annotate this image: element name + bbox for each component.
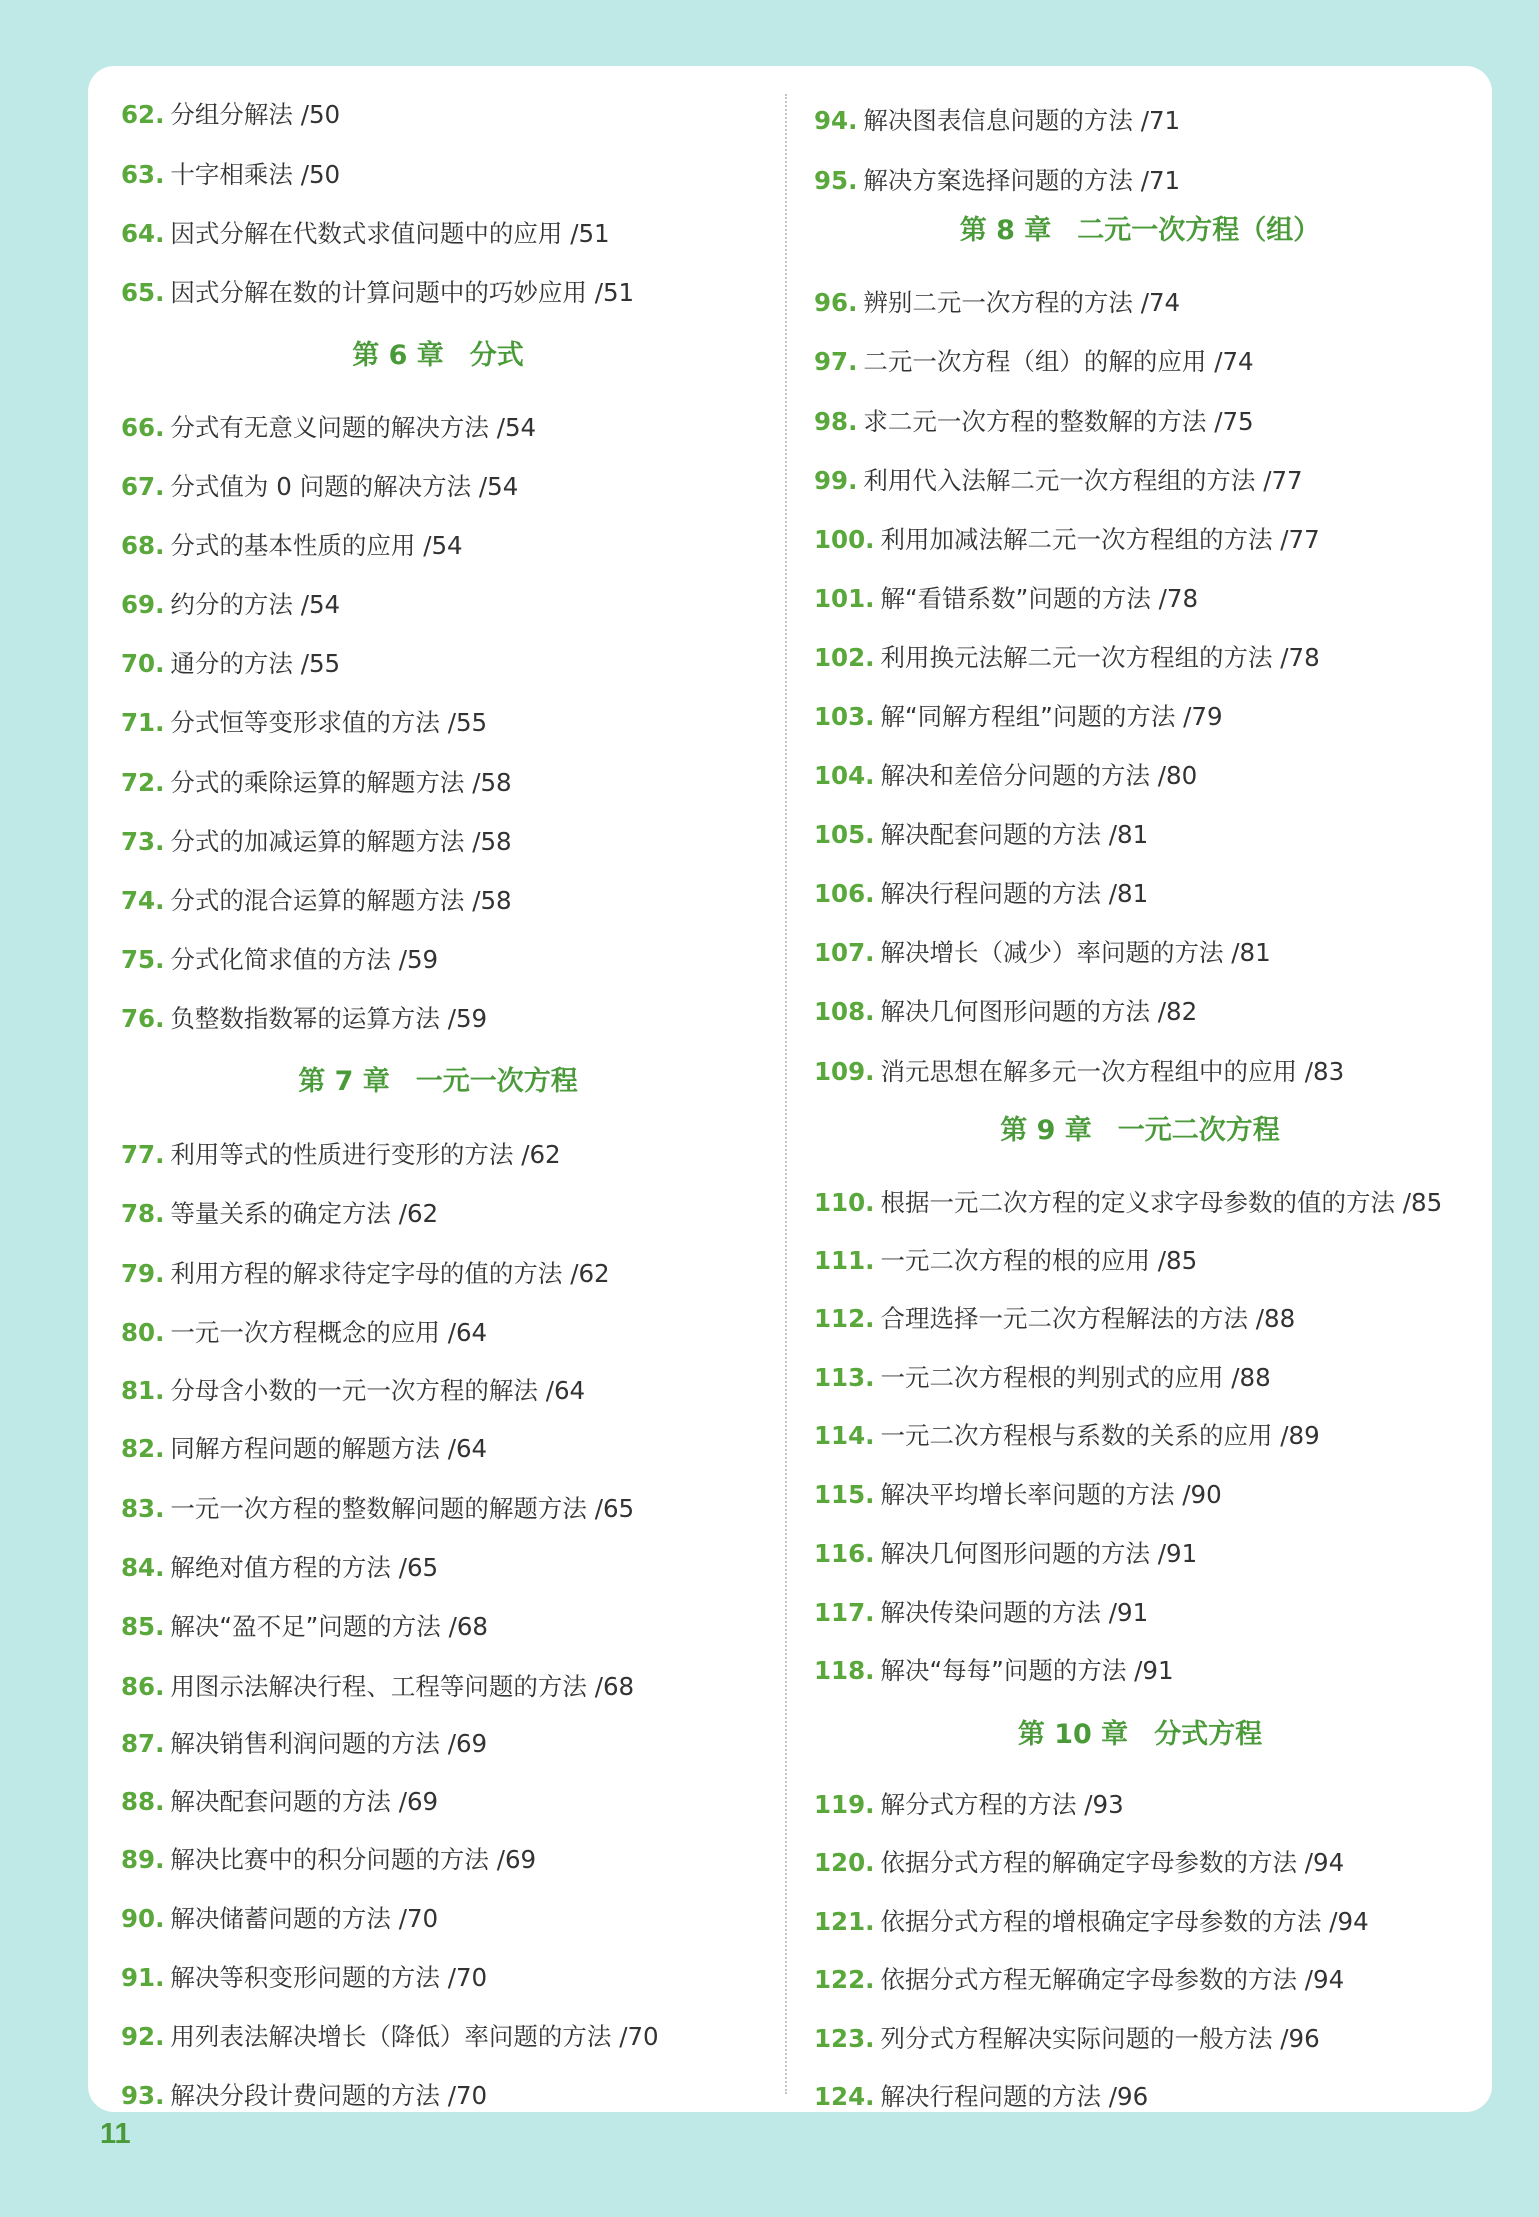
entry-title: 求二元一次方程的整数解的方法 /75 — [863, 407, 1254, 436]
toc-entry[interactable] — [814, 1480, 1222, 1510]
entry-number: 86. — [121, 1672, 165, 1701]
toc-entry[interactable] — [121, 1199, 438, 1229]
chapter-title: 一元一次方程 — [415, 1066, 578, 1097]
toc-entry[interactable] — [814, 1188, 1442, 1218]
toc-entry[interactable] — [121, 2081, 487, 2111]
entry-title: 分式的加减运算的解题方法 /58 — [170, 827, 512, 856]
entry-number: 75. — [121, 945, 165, 974]
entry-title: 一元一次方程概念的应用 /64 — [170, 1318, 488, 1347]
entry-title: 约分的方法 /54 — [170, 590, 341, 619]
entry-number: 107. — [814, 938, 875, 967]
entry-number: 72. — [121, 768, 165, 797]
entry-title: 解决“盈不足”问题的方法 /68 — [170, 1612, 489, 1641]
entry-title: 分式化简求值的方法 /59 — [170, 945, 439, 974]
chapter-title: 一元二次方程 — [1117, 1115, 1280, 1146]
toc-entry[interactable] — [814, 1848, 1344, 1878]
entry-title: 一元二次方程根与系数的关系的应用 /89 — [880, 1421, 1320, 1450]
chapter-number: 第 9 章 — [1000, 1115, 1092, 1146]
entry-title: 利用代入法解二元一次方程组的方法 /77 — [863, 466, 1303, 495]
entry-title: 解决分段计费问题的方法 /70 — [170, 2081, 488, 2110]
toc-entry[interactable] — [814, 1656, 1174, 1686]
entry-title: 通分的方法 /55 — [170, 649, 341, 678]
entry-number: 69. — [121, 590, 165, 619]
entry-number: 63. — [121, 160, 165, 189]
entry-number: 77. — [121, 1140, 165, 1169]
chapter-title: 分式 — [469, 340, 524, 371]
contents-card — [88, 66, 1492, 2112]
toc-entry[interactable] — [814, 1363, 1271, 1393]
entry-title: 十字相乘法 /50 — [170, 160, 341, 189]
toc-entry[interactable] — [814, 407, 1254, 437]
entry-title: 用图示法解决行程、工程等问题的方法 /68 — [170, 1672, 635, 1701]
entry-title: 解决销售利润问题的方法 /69 — [170, 1729, 488, 1758]
entry-title: 解决几何图形问题的方法 /82 — [880, 997, 1198, 1026]
toc-entry[interactable] — [121, 1004, 487, 1034]
entry-title: 用列表法解决增长（降低）率问题的方法 /70 — [170, 2022, 659, 2051]
toc-entry[interactable] — [121, 1904, 438, 1934]
entry-number: 85. — [121, 1612, 165, 1641]
entry-number: 104. — [814, 761, 875, 790]
toc-entry[interactable] — [121, 278, 634, 308]
entry-title: 解决储蓄问题的方法 /70 — [170, 1904, 439, 1933]
toc-entry[interactable] — [814, 466, 1303, 496]
chapter-number: 第 7 章 — [298, 1066, 390, 1097]
entry-number: 112. — [814, 1304, 875, 1333]
toc-entry[interactable] — [814, 1057, 1344, 1087]
toc-entry[interactable] — [121, 827, 512, 857]
entry-title: 根据一元二次方程的定义求字母参数的值的方法 /85 — [880, 1188, 1443, 1217]
toc-entry[interactable] — [814, 2024, 1320, 2054]
entry-title: 利用等式的性质进行变形的方法 /62 — [170, 1140, 561, 1169]
entry-number: 70. — [121, 649, 165, 678]
entry-title: 分式的乘除运算的解题方法 /58 — [170, 768, 512, 797]
entry-title: 辨别二元一次方程的方法 /74 — [863, 288, 1181, 317]
entry-title: 分组分解法 /50 — [170, 100, 341, 129]
entry-title: 依据分式方程的解确定字母参数的方法 /94 — [880, 1848, 1345, 1877]
entry-title: 因式分解在代数式求值问题中的应用 /51 — [170, 219, 610, 248]
entry-title: 解“同解方程组”问题的方法 /79 — [880, 702, 1223, 731]
entry-title: 消元思想在解多元一次方程组中的应用 /83 — [880, 1057, 1345, 1086]
entry-number: 64. — [121, 219, 165, 248]
toc-entry[interactable] — [121, 768, 512, 798]
entry-number: 90. — [121, 1904, 165, 1933]
toc-entry[interactable] — [121, 219, 610, 249]
entry-title: 解决比赛中的积分问题的方法 /69 — [170, 1845, 537, 1874]
chapter-number: 第 10 章 — [1017, 1719, 1129, 1750]
toc-entry[interactable] — [814, 525, 1320, 555]
chapter-number: 第 8 章 — [959, 215, 1052, 246]
entry-number: 106. — [814, 879, 875, 908]
page-number: 11 — [100, 2118, 131, 2150]
entry-title: 分式的混合运算的解题方法 /58 — [170, 886, 512, 915]
entry-title: 依据分式方程的增根确定字母参数的方法 /94 — [880, 1907, 1369, 1936]
chapter-heading — [788, 1718, 1492, 1752]
entry-number: 96. — [814, 288, 858, 317]
entry-title: 合理选择一元二次方程解法的方法 /88 — [880, 1304, 1296, 1333]
entry-number: 81. — [121, 1376, 165, 1405]
entry-title: 利用加减法解二元一次方程组的方法 /77 — [880, 525, 1320, 554]
entry-title: 解决传染问题的方法 /91 — [880, 1598, 1149, 1627]
toc-entry[interactable] — [814, 166, 1180, 196]
column-divider — [785, 94, 787, 2094]
entry-number: 119. — [814, 1790, 875, 1819]
entry-number: 109. — [814, 1057, 875, 1086]
toc-entry[interactable] — [814, 761, 1197, 791]
toc-entry[interactable] — [121, 945, 438, 975]
toc-entry[interactable] — [121, 531, 463, 561]
entry-title: 分式恒等变形求值的方法 /55 — [170, 708, 488, 737]
entry-title: 负整数指数幂的运算方法 /59 — [170, 1004, 488, 1033]
toc-entry[interactable] — [121, 2022, 659, 2052]
entry-number: 94. — [814, 106, 858, 135]
entry-number: 91. — [121, 1963, 165, 1992]
toc-entry[interactable] — [814, 1790, 1124, 1820]
toc-entry[interactable] — [814, 1539, 1197, 1569]
entry-title: 一元二次方程的根的应用 /85 — [880, 1246, 1198, 1275]
toc-entry[interactable] — [121, 1672, 634, 1702]
entry-number: 113. — [814, 1363, 875, 1392]
toc-entry[interactable] — [814, 1246, 1197, 1276]
toc-entry[interactable] — [814, 1907, 1369, 1937]
toc-entry[interactable] — [814, 1421, 1320, 1451]
toc-entry[interactable] — [814, 879, 1148, 909]
toc-entry[interactable] — [121, 708, 487, 738]
entry-number: 82. — [121, 1434, 165, 1463]
entry-title: 依据分式方程无解确定字母参数的方法 /94 — [880, 1965, 1345, 1994]
toc-entry[interactable] — [121, 413, 536, 443]
entry-title: 解决图表信息问题的方法 /71 — [863, 106, 1181, 135]
entry-title: 分式有无意义问题的解决方法 /54 — [170, 413, 537, 442]
toc-entry[interactable] — [121, 472, 518, 502]
entry-number: 116. — [814, 1539, 875, 1568]
toc-entry[interactable] — [121, 100, 340, 130]
toc-entry[interactable] — [121, 1963, 487, 1993]
entry-title: 解决和差倍分问题的方法 /80 — [880, 761, 1198, 790]
entry-number: 103. — [814, 702, 875, 731]
entry-number: 99. — [814, 466, 858, 495]
toc-entry[interactable] — [814, 347, 1254, 377]
toc-entry[interactable] — [121, 1845, 536, 1875]
entry-number: 123. — [814, 2024, 875, 2053]
entry-number: 105. — [814, 820, 875, 849]
chapter-heading — [88, 1065, 788, 1099]
entry-number: 74. — [121, 886, 165, 915]
entry-title: 解决“每每”问题的方法 /91 — [880, 1656, 1174, 1685]
entry-title: 解“看错系数”问题的方法 /78 — [880, 584, 1199, 613]
entry-number: 76. — [121, 1004, 165, 1033]
toc-entry[interactable] — [121, 160, 340, 190]
entry-number: 71. — [121, 708, 165, 737]
entry-number: 65. — [121, 278, 165, 307]
entry-title: 二元一次方程（组）的解的应用 /74 — [863, 347, 1254, 376]
entry-number: 101. — [814, 584, 875, 613]
entry-number: 124. — [814, 2082, 875, 2111]
entry-number: 68. — [121, 531, 165, 560]
entry-title: 解决行程问题的方法 /96 — [880, 2082, 1149, 2111]
entry-title: 列分式方程解决实际问题的一般方法 /96 — [880, 2024, 1320, 2053]
toc-entry[interactable] — [121, 1494, 634, 1524]
entry-title: 解决增长（减少）率问题的方法 /81 — [880, 938, 1271, 967]
entry-title: 一元二次方程根的判别式的应用 /88 — [880, 1363, 1271, 1392]
toc-entry[interactable] — [121, 886, 512, 916]
chapter-number: 第 6 章 — [352, 340, 444, 371]
entry-title: 同解方程问题的解题方法 /64 — [170, 1434, 488, 1463]
toc-entry[interactable] — [814, 820, 1148, 850]
entry-title: 解决方案选择问题的方法 /71 — [863, 166, 1181, 195]
entry-number: 115. — [814, 1480, 875, 1509]
entry-title: 解决行程问题的方法 /81 — [880, 879, 1149, 908]
entry-title: 解决等积变形问题的方法 /70 — [170, 1963, 488, 1992]
toc-entry[interactable] — [814, 997, 1197, 1027]
entry-number: 84. — [121, 1553, 165, 1582]
entry-number: 97. — [814, 347, 858, 376]
chapter-title: 二元一次方程（组） — [1077, 215, 1321, 246]
toc-entry[interactable] — [121, 1318, 487, 1348]
toc-entry[interactable] — [121, 590, 340, 620]
entry-number: 78. — [121, 1199, 165, 1228]
toc-entry[interactable] — [814, 1965, 1344, 1995]
entry-title: 一元一次方程的整数解问题的解题方法 /65 — [170, 1494, 635, 1523]
entry-number: 98. — [814, 407, 858, 436]
entry-title: 解分式方程的方法 /93 — [880, 1790, 1124, 1819]
entry-number: 88. — [121, 1787, 165, 1816]
toc-entry[interactable] — [121, 649, 340, 679]
toc-entry[interactable] — [814, 702, 1223, 732]
toc-entry[interactable] — [121, 1434, 487, 1464]
toc-entry[interactable] — [814, 106, 1180, 136]
entry-number: 93. — [121, 2081, 165, 2110]
entry-number: 79. — [121, 1259, 165, 1288]
entry-number: 100. — [814, 525, 875, 554]
toc-entry[interactable] — [121, 1259, 610, 1289]
entry-title: 解决配套问题的方法 /81 — [880, 820, 1149, 849]
toc-entry[interactable] — [814, 288, 1180, 318]
entry-number: 67. — [121, 472, 165, 501]
chapter-heading — [88, 339, 788, 373]
entry-number: 73. — [121, 827, 165, 856]
entry-title: 分式值为 0 问题的解决方法 /54 — [170, 472, 519, 501]
entry-number: 66. — [121, 413, 165, 442]
entry-number: 121. — [814, 1907, 875, 1936]
entry-number: 114. — [814, 1421, 875, 1450]
entry-number: 89. — [121, 1845, 165, 1874]
toc-entry[interactable] — [121, 1553, 438, 1583]
entry-number: 80. — [121, 1318, 165, 1347]
entry-number: 118. — [814, 1656, 875, 1685]
entry-title: 解决配套问题的方法 /69 — [170, 1787, 439, 1816]
toc-entry[interactable] — [814, 1598, 1148, 1628]
entry-number: 111. — [814, 1246, 875, 1275]
toc-entry[interactable] — [121, 1729, 487, 1759]
toc-entry[interactable] — [814, 938, 1271, 968]
entry-number: 102. — [814, 643, 875, 672]
entry-number: 117. — [814, 1598, 875, 1627]
entry-title: 解决平均增长率问题的方法 /90 — [880, 1480, 1222, 1509]
toc-entry[interactable] — [121, 1140, 561, 1170]
toc-entry[interactable] — [814, 1304, 1295, 1334]
entry-title: 利用换元法解二元一次方程组的方法 /78 — [880, 643, 1320, 672]
toc-entry[interactable] — [814, 584, 1198, 614]
entry-title: 等量关系的确定方法 /62 — [170, 1199, 439, 1228]
toc-entry[interactable] — [814, 2082, 1148, 2112]
entry-number: 95. — [814, 166, 858, 195]
entry-number: 122. — [814, 1965, 875, 1994]
toc-entry[interactable] — [814, 643, 1320, 673]
entry-title: 分式的基本性质的应用 /54 — [170, 531, 463, 560]
entry-number: 62. — [121, 100, 165, 129]
entry-number: 87. — [121, 1729, 165, 1758]
toc-entry[interactable] — [121, 1376, 585, 1406]
entry-number: 83. — [121, 1494, 165, 1523]
entry-title: 利用方程的解求待定字母的值的方法 /62 — [170, 1259, 610, 1288]
toc-entry[interactable] — [121, 1787, 438, 1817]
chapter-title: 分式方程 — [1154, 1719, 1263, 1750]
toc-entry[interactable] — [121, 1612, 488, 1642]
entry-number: 110. — [814, 1188, 875, 1217]
chapter-heading — [788, 1114, 1492, 1148]
entry-number: 92. — [121, 2022, 165, 2051]
entry-title: 解决几何图形问题的方法 /91 — [880, 1539, 1198, 1568]
entry-number: 108. — [814, 997, 875, 1026]
entry-number: 120. — [814, 1848, 875, 1877]
entry-title: 因式分解在数的计算问题中的巧妙应用 /51 — [170, 278, 635, 307]
entry-title: 分母含小数的一元一次方程的解法 /64 — [170, 1376, 586, 1405]
entry-title: 解绝对值方程的方法 /65 — [170, 1553, 439, 1582]
chapter-heading — [788, 214, 1492, 248]
